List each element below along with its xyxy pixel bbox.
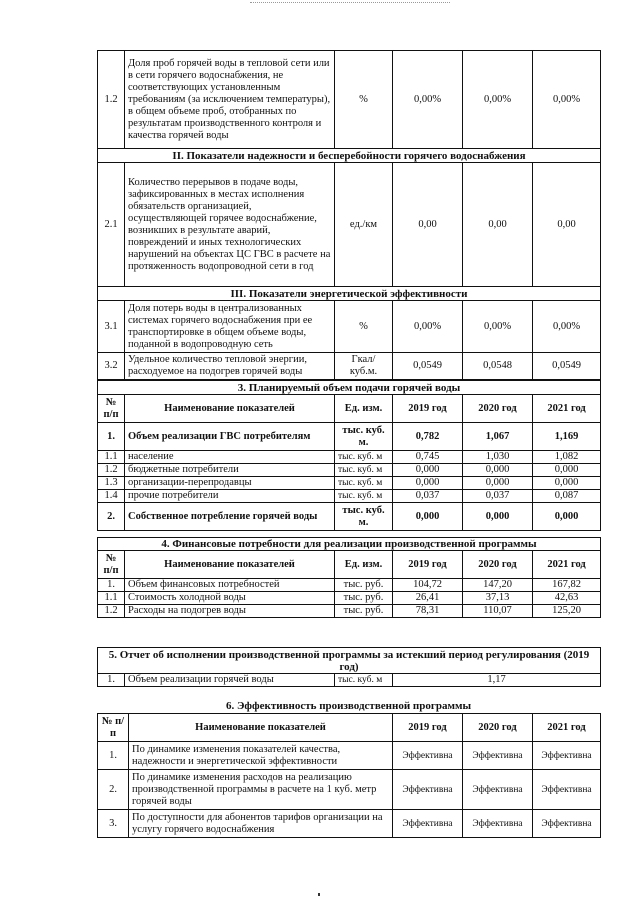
report-value: 1,17: [393, 674, 601, 687]
row-number: 1.1: [98, 592, 125, 605]
col-header-2019: 2019 год: [393, 395, 463, 423]
value-2019: 0,00%: [393, 301, 463, 353]
section-header-row: [98, 648, 601, 674]
indicator-name: бюджетные потребители: [125, 464, 335, 477]
value-2019: Эффективна: [393, 810, 463, 838]
row-number: 1.4: [98, 490, 125, 503]
indicator-name: Количество перерывов в подаче воды, зафиксированных в местах исполнения обязательств организацией, осуществляющей горячее водоснабжение, возникших в результате аварий, повреждений и иных технологических нарушений на объектах ЦС ГВС в расчете на протяженность водопроводной сети в год: [125, 163, 335, 287]
section-3-title: III. Показатели энергетической эффективности: [98, 287, 601, 301]
col-header-2020: 2020 год: [463, 551, 533, 579]
value-2020: 37,13: [463, 592, 533, 605]
indicator-unit: тыс. куб. м.: [335, 503, 393, 531]
table-header-row: [98, 395, 601, 423]
indicator-name: Стоимость холодной воды: [125, 592, 335, 605]
value-2019: 0,782: [393, 423, 463, 451]
value-2021: 1,169: [533, 423, 601, 451]
value-2019: 0,037: [393, 490, 463, 503]
col-header-name: Наименование показателей: [129, 714, 393, 742]
value-2021: 167,82: [533, 579, 601, 592]
col-header-2020: 2020 год: [463, 714, 533, 742]
value-2021: Эффективна: [533, 770, 601, 810]
value-2021: 0,0549: [533, 353, 601, 380]
value-2021: Эффективна: [533, 742, 601, 770]
indicator-name: прочие потребители: [125, 490, 335, 503]
value-2020: Эффективна: [463, 770, 533, 810]
table-row: [98, 579, 601, 592]
indicator-name: Объем реализации ГВС потребителям: [125, 423, 335, 451]
col-header-num: № п/п: [98, 551, 125, 579]
row-number: 2.: [98, 770, 129, 810]
scan-dot: [318, 893, 320, 896]
value-2021: 0,087: [533, 490, 601, 503]
value-2020: Эффективна: [463, 742, 533, 770]
table-row: [98, 810, 601, 838]
value-2020: 1,067: [463, 423, 533, 451]
indicator-name: По динамике изменения расходов на реализацию производственной программы в расчете на 1 куб. метр горячей воды: [129, 770, 393, 810]
indicator-unit: тыс. куб. м.: [335, 423, 393, 451]
indicator-name: Объем финансовых потребностей: [125, 579, 335, 592]
section-2-title: II. Показатели надежности и бесперебойности горячего водоснабжения: [98, 149, 601, 163]
indicator-unit: тыс. куб. м: [335, 490, 393, 503]
col-header-name: Наименование показателей: [125, 551, 335, 579]
row-number: 1.3: [98, 477, 125, 490]
table-row: [98, 163, 601, 287]
value-2021: Эффективна: [533, 810, 601, 838]
value-2019: 0,0549: [393, 353, 463, 380]
col-header-2021: 2021 год: [533, 714, 601, 742]
section-title: 4. Финансовые потребности для реализации производственной программы: [98, 538, 601, 551]
value-2020: 0,0548: [463, 353, 533, 380]
value-2020: 0,000: [463, 503, 533, 531]
indicator-name: Собственное потребление горячей воды: [125, 503, 335, 531]
indicator-unit: тыс. куб. м: [335, 451, 393, 464]
table-row: [98, 742, 601, 770]
value-2019: Эффективна: [393, 742, 463, 770]
row-number: 1.2: [98, 605, 125, 618]
table-row: [98, 423, 601, 451]
table-row: [98, 451, 601, 464]
table-row: [98, 605, 601, 618]
indicator-unit: ед./км: [335, 163, 393, 287]
value-2020: 147,20: [463, 579, 533, 592]
col-header-2020: 2020 год: [463, 395, 533, 423]
indicator-name: Объем реализации горячей воды: [125, 674, 335, 687]
table-row: [98, 490, 601, 503]
value-2019: 0,000: [393, 503, 463, 531]
indicator-unit: Гкал/ куб.м.: [335, 353, 393, 380]
row-number: 3.2: [98, 353, 125, 380]
value-2021: 0,000: [533, 503, 601, 531]
value-2019: Эффективна: [393, 770, 463, 810]
value-2021: 125,20: [533, 605, 601, 618]
value-2020: 0,00: [463, 163, 533, 287]
section-header-row: [98, 149, 601, 163]
indicator-name: По доступности для абонентов тарифов организации на услугу горячего водоснабжения: [129, 810, 393, 838]
row-number: 3.1: [98, 301, 125, 353]
indicator-unit: тыс. руб.: [335, 592, 393, 605]
section-header-row: [98, 381, 601, 395]
value-2020: 0,00%: [463, 301, 533, 353]
table-row: [98, 503, 601, 531]
row-number: 1.2: [98, 51, 125, 149]
value-2021: 0,000: [533, 464, 601, 477]
value-2021: 0,00%: [533, 51, 601, 149]
indicator-unit: тыс. куб. м: [335, 477, 393, 490]
table-row: [98, 301, 601, 353]
indicator-unit: %: [335, 51, 393, 149]
value-2021: 0,00%: [533, 301, 601, 353]
section-title: 5. Отчет об исполнении производственной программы за истекший период регулирования (2019 год): [98, 648, 601, 674]
table-row: [98, 770, 601, 810]
col-header-2019: 2019 год: [393, 551, 463, 579]
indicator-unit: тыс. куб. м: [335, 464, 393, 477]
table-row: [98, 592, 601, 605]
section-6-title: 6. Эффективность производственной программы: [225, 700, 472, 712]
indicator-unit: %: [335, 301, 393, 353]
value-2021: 1,082: [533, 451, 601, 464]
table-row: [98, 674, 601, 687]
section-title: 3. Планируемый объем подачи горячей воды: [98, 381, 601, 395]
col-header-2021: 2021 год: [533, 395, 601, 423]
indicator-name: Удельное количество тепловой энергии, расходуемое на подогрев горячей воды: [125, 353, 335, 380]
col-header-unit: Ед. изм.: [335, 551, 393, 579]
table-header-row: [98, 551, 601, 579]
value-2019: 0,000: [393, 464, 463, 477]
col-header-name: Наименование показателей: [125, 395, 335, 423]
value-2021: 0,00: [533, 163, 601, 287]
indicator-name: Доля потерь воды в централизованных системах горячего водоснабжения при ее транспортировке в общем объеме воды, поданной в водопроводную сеть: [125, 301, 335, 353]
indicator-name: Расходы на подогрев воды: [125, 605, 335, 618]
supply-volume-table: [97, 380, 601, 531]
value-2019: 0,00%: [393, 51, 463, 149]
value-2019: 78,31: [393, 605, 463, 618]
finance-table: [97, 537, 601, 618]
col-header-num: № п/п: [98, 395, 125, 423]
table-row: [98, 464, 601, 477]
table-row: [98, 353, 601, 380]
indicator-name: население: [125, 451, 335, 464]
indicator-unit: тыс. куб. м: [335, 674, 393, 687]
value-2021: 42,63: [533, 592, 601, 605]
value-2019: 26,41: [393, 592, 463, 605]
col-header-2021: 2021 год: [533, 551, 601, 579]
value-2019: 0,00: [393, 163, 463, 287]
section-header-row: [98, 287, 601, 301]
row-number: 1.: [98, 742, 129, 770]
table-header-row: [98, 714, 601, 742]
value-2021: 0,000: [533, 477, 601, 490]
col-header-2019: 2019 год: [393, 714, 463, 742]
value-2020: 0,00%: [463, 51, 533, 149]
row-number: 2.1: [98, 163, 125, 287]
value-2020: 1,030: [463, 451, 533, 464]
col-header-unit: Ед. изм.: [335, 395, 393, 423]
indicator-name: По динамике изменения показателей качества, надежности и энергетической эффективности: [129, 742, 393, 770]
row-number: 1.: [98, 674, 125, 687]
value-2019: 104,72: [393, 579, 463, 592]
page-top-edge: [250, 2, 450, 6]
value-2020: 0,000: [463, 464, 533, 477]
row-number: 1.: [98, 423, 125, 451]
row-number: 1.1: [98, 451, 125, 464]
table-row: [98, 51, 601, 149]
table-row: [98, 477, 601, 490]
col-header-num: № п/п: [98, 714, 129, 742]
indicator-unit: тыс. руб.: [335, 579, 393, 592]
report-table: [97, 647, 601, 687]
row-number: 1.: [98, 579, 125, 592]
row-number: 1.2: [98, 464, 125, 477]
value-2019: 0,745: [393, 451, 463, 464]
section-header-row: [98, 538, 601, 551]
value-2020: 110,07: [463, 605, 533, 618]
value-2019: 0,000: [393, 477, 463, 490]
indicators-table: [97, 50, 601, 380]
row-number: 3.: [98, 810, 129, 838]
efficiency-table: [97, 713, 601, 838]
indicator-name: организации-перепродавцы: [125, 477, 335, 490]
indicator-name: Доля проб горячей воды в тепловой сети или в сети горячего водоснабжения, не соответствующих установленным требованиям (за исключением температуры), в общем объеме проб, отобранных по результатам производственного контроля и качества горячей воды: [125, 51, 335, 149]
value-2020: 0,037: [463, 490, 533, 503]
value-2020: Эффективна: [463, 810, 533, 838]
indicator-unit: тыс. руб.: [335, 605, 393, 618]
value-2020: 0,000: [463, 477, 533, 490]
row-number: 2.: [98, 503, 125, 531]
